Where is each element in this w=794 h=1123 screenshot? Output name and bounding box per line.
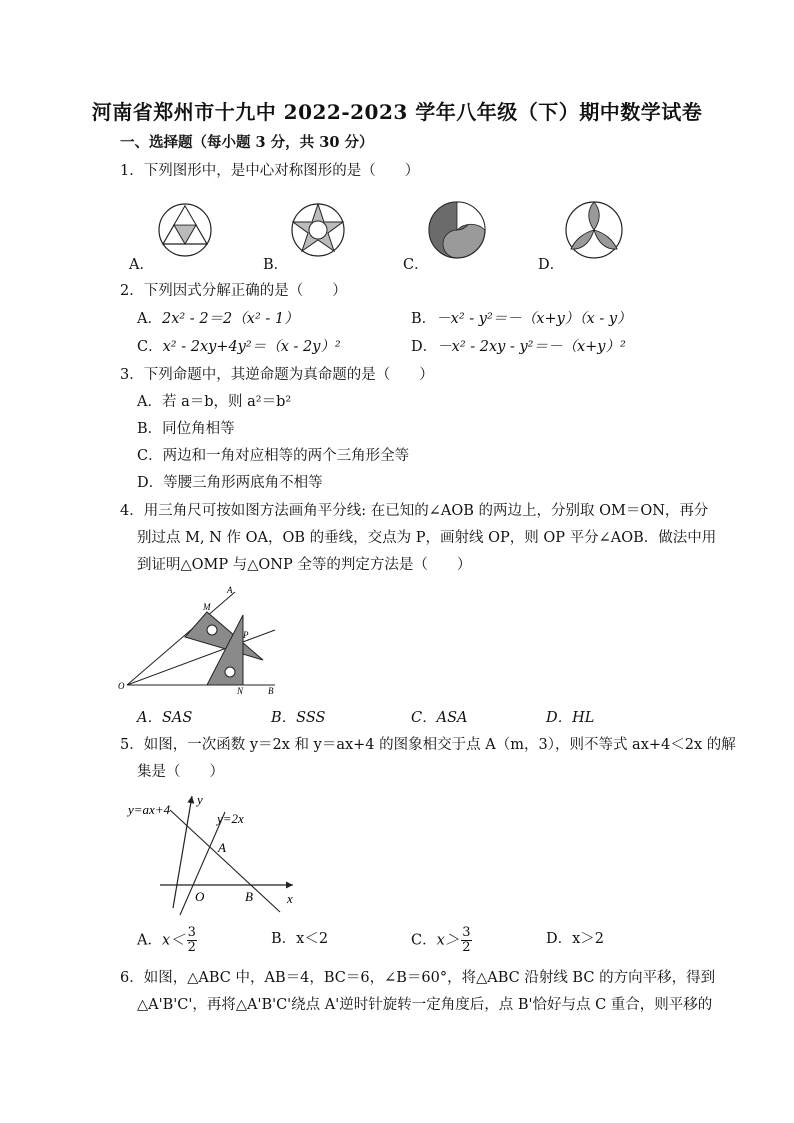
- q5-option-b[interactable]: B．x＜2: [271, 931, 329, 947]
- q4-label-n: N: [237, 686, 244, 696]
- q5-option-a-label: A．: [137, 932, 162, 949]
- q3-option-b[interactable]: B．同位角相等: [137, 421, 235, 437]
- q2-option-c-label: C．: [137, 339, 163, 355]
- q5-option-c-den: 2: [462, 940, 471, 955]
- q5-label-f2: y=2x: [217, 811, 244, 826]
- q5-label-o: O: [195, 889, 205, 904]
- q1-figure-a: [150, 200, 220, 260]
- q1-option-a[interactable]: A．: [129, 257, 154, 273]
- q1-figure-b: [283, 200, 353, 260]
- q2-option-a[interactable]: [137, 309, 299, 329]
- q4-label-p: P: [243, 630, 249, 640]
- q4-label-b: B: [268, 686, 274, 696]
- q2-option-d[interactable]: [411, 337, 626, 357]
- q5-label-y: y: [197, 792, 203, 807]
- q5-option-a[interactable]: [137, 926, 197, 955]
- q2-option-b-label: B．: [411, 311, 437, 327]
- q1-figure-d: [559, 200, 629, 260]
- question-6-line1: 6．如图，△ABC 中，AB＝4，BC＝6，∠B＝60°，将△ABC 沿射线 BC 的方向平移，得到: [120, 970, 716, 986]
- q3-option-d[interactable]: D．等腰三角形两底角不相等: [137, 475, 323, 491]
- q2-option-b-text: －x² - y²＝－（x+y）（x - y）: [436, 311, 632, 327]
- q5-label-f1: y=ax+4: [128, 802, 171, 817]
- q3-option-c[interactable]: C．两边和一角对应相等的两个三角形全等: [137, 448, 410, 464]
- q5-option-c-num: 3: [462, 925, 471, 940]
- question-5-line2: 集是（ ）: [137, 764, 224, 780]
- q5-figure: [125, 790, 305, 915]
- q5-label-x: x: [287, 891, 293, 906]
- question-3-stem: 3．下列命题中，其逆命题为真命题的是（ ）: [120, 367, 434, 383]
- q2-option-a-text: 2x² - 2＝2（x² - 1）: [161, 311, 299, 327]
- q5-option-d[interactable]: D．x＞2: [546, 931, 605, 947]
- q1-figure-c: [422, 200, 492, 260]
- q5-option-c[interactable]: [411, 926, 472, 955]
- q2-option-a-label: A．: [137, 311, 162, 327]
- question-2-stem: 2．下列因式分解正确的是（ ）: [120, 283, 347, 299]
- q5-option-a-pre: x＜: [161, 932, 185, 949]
- q1-option-c[interactable]: C．: [403, 257, 429, 273]
- section-heading: 一、选择题（每小题 3 分，共 30 分）: [120, 134, 374, 151]
- q5-label-b: B: [245, 889, 253, 904]
- q1-option-d[interactable]: D．: [538, 257, 565, 273]
- q2-option-c-text: x² - 2xy+4y²＝（x - 2y）²: [162, 339, 341, 355]
- q4-option-a[interactable]: A．SAS: [137, 710, 193, 726]
- q5-option-a-den: 2: [187, 940, 196, 955]
- q2-option-c[interactable]: [137, 337, 341, 357]
- q4-label-o: O: [118, 681, 125, 691]
- q3-option-a[interactable]: A．若 a＝b，则 a²＝b²: [137, 394, 292, 410]
- question-4-line3: 到证明△OMP 与△ONP 全等的判定方法是（ ）: [137, 557, 472, 573]
- q1-option-b[interactable]: B．: [263, 257, 289, 273]
- q2-option-d-label: D．: [411, 339, 438, 355]
- q4-option-c[interactable]: C．ASA: [411, 710, 468, 726]
- q2-option-b[interactable]: [411, 309, 632, 329]
- page-title: 河南省郑州市十九中 2022-2023 学年八年级（下）期中数学试卷: [91, 100, 703, 124]
- question-5-line1: 5．如图，一次函数 y＝2x 和 y＝ax+4 的图象相交于点 A（m，3），则不等式 ax+4＜2x 的解: [120, 737, 736, 753]
- q5-option-a-fraction: [187, 926, 197, 955]
- question-4-line1: 4．用三角尺可按如图方法画角平分线: 在已知的∠AOB 的两边上，分别取 OM＝ON，再分: [120, 503, 709, 519]
- q5-option-c-pre: x＞: [436, 932, 460, 949]
- q2-option-d-text: －x² - 2xy - y²＝－（x+y）²: [437, 339, 626, 355]
- q5-option-a-num: 3: [187, 925, 196, 940]
- q5-label-a: A: [218, 840, 226, 855]
- q4-option-d[interactable]: D．HL: [546, 710, 595, 726]
- q4-figure: [115, 582, 285, 697]
- q4-label-m: M: [203, 602, 211, 612]
- q4-label-a: A: [227, 585, 233, 595]
- question-1-stem: 1．下列图形中，是中心对称图形的是（ ）: [120, 163, 420, 179]
- question-6-line2: △A'B'C'，再将△A'B'C'绕点 A'逆时针旋转一定角度后，点 B'恰好与点 C 重合，则平移的: [137, 997, 713, 1013]
- q4-option-b[interactable]: B．SSS: [271, 710, 326, 726]
- q5-option-c-fraction: [461, 926, 471, 955]
- question-4-line2: 别过点 M, N 作 OA，OB 的垂线，交点为 P，画射线 OP，则 OP 平分∠AOB．做法中用: [137, 530, 717, 546]
- q5-option-c-label: C．: [411, 932, 437, 949]
